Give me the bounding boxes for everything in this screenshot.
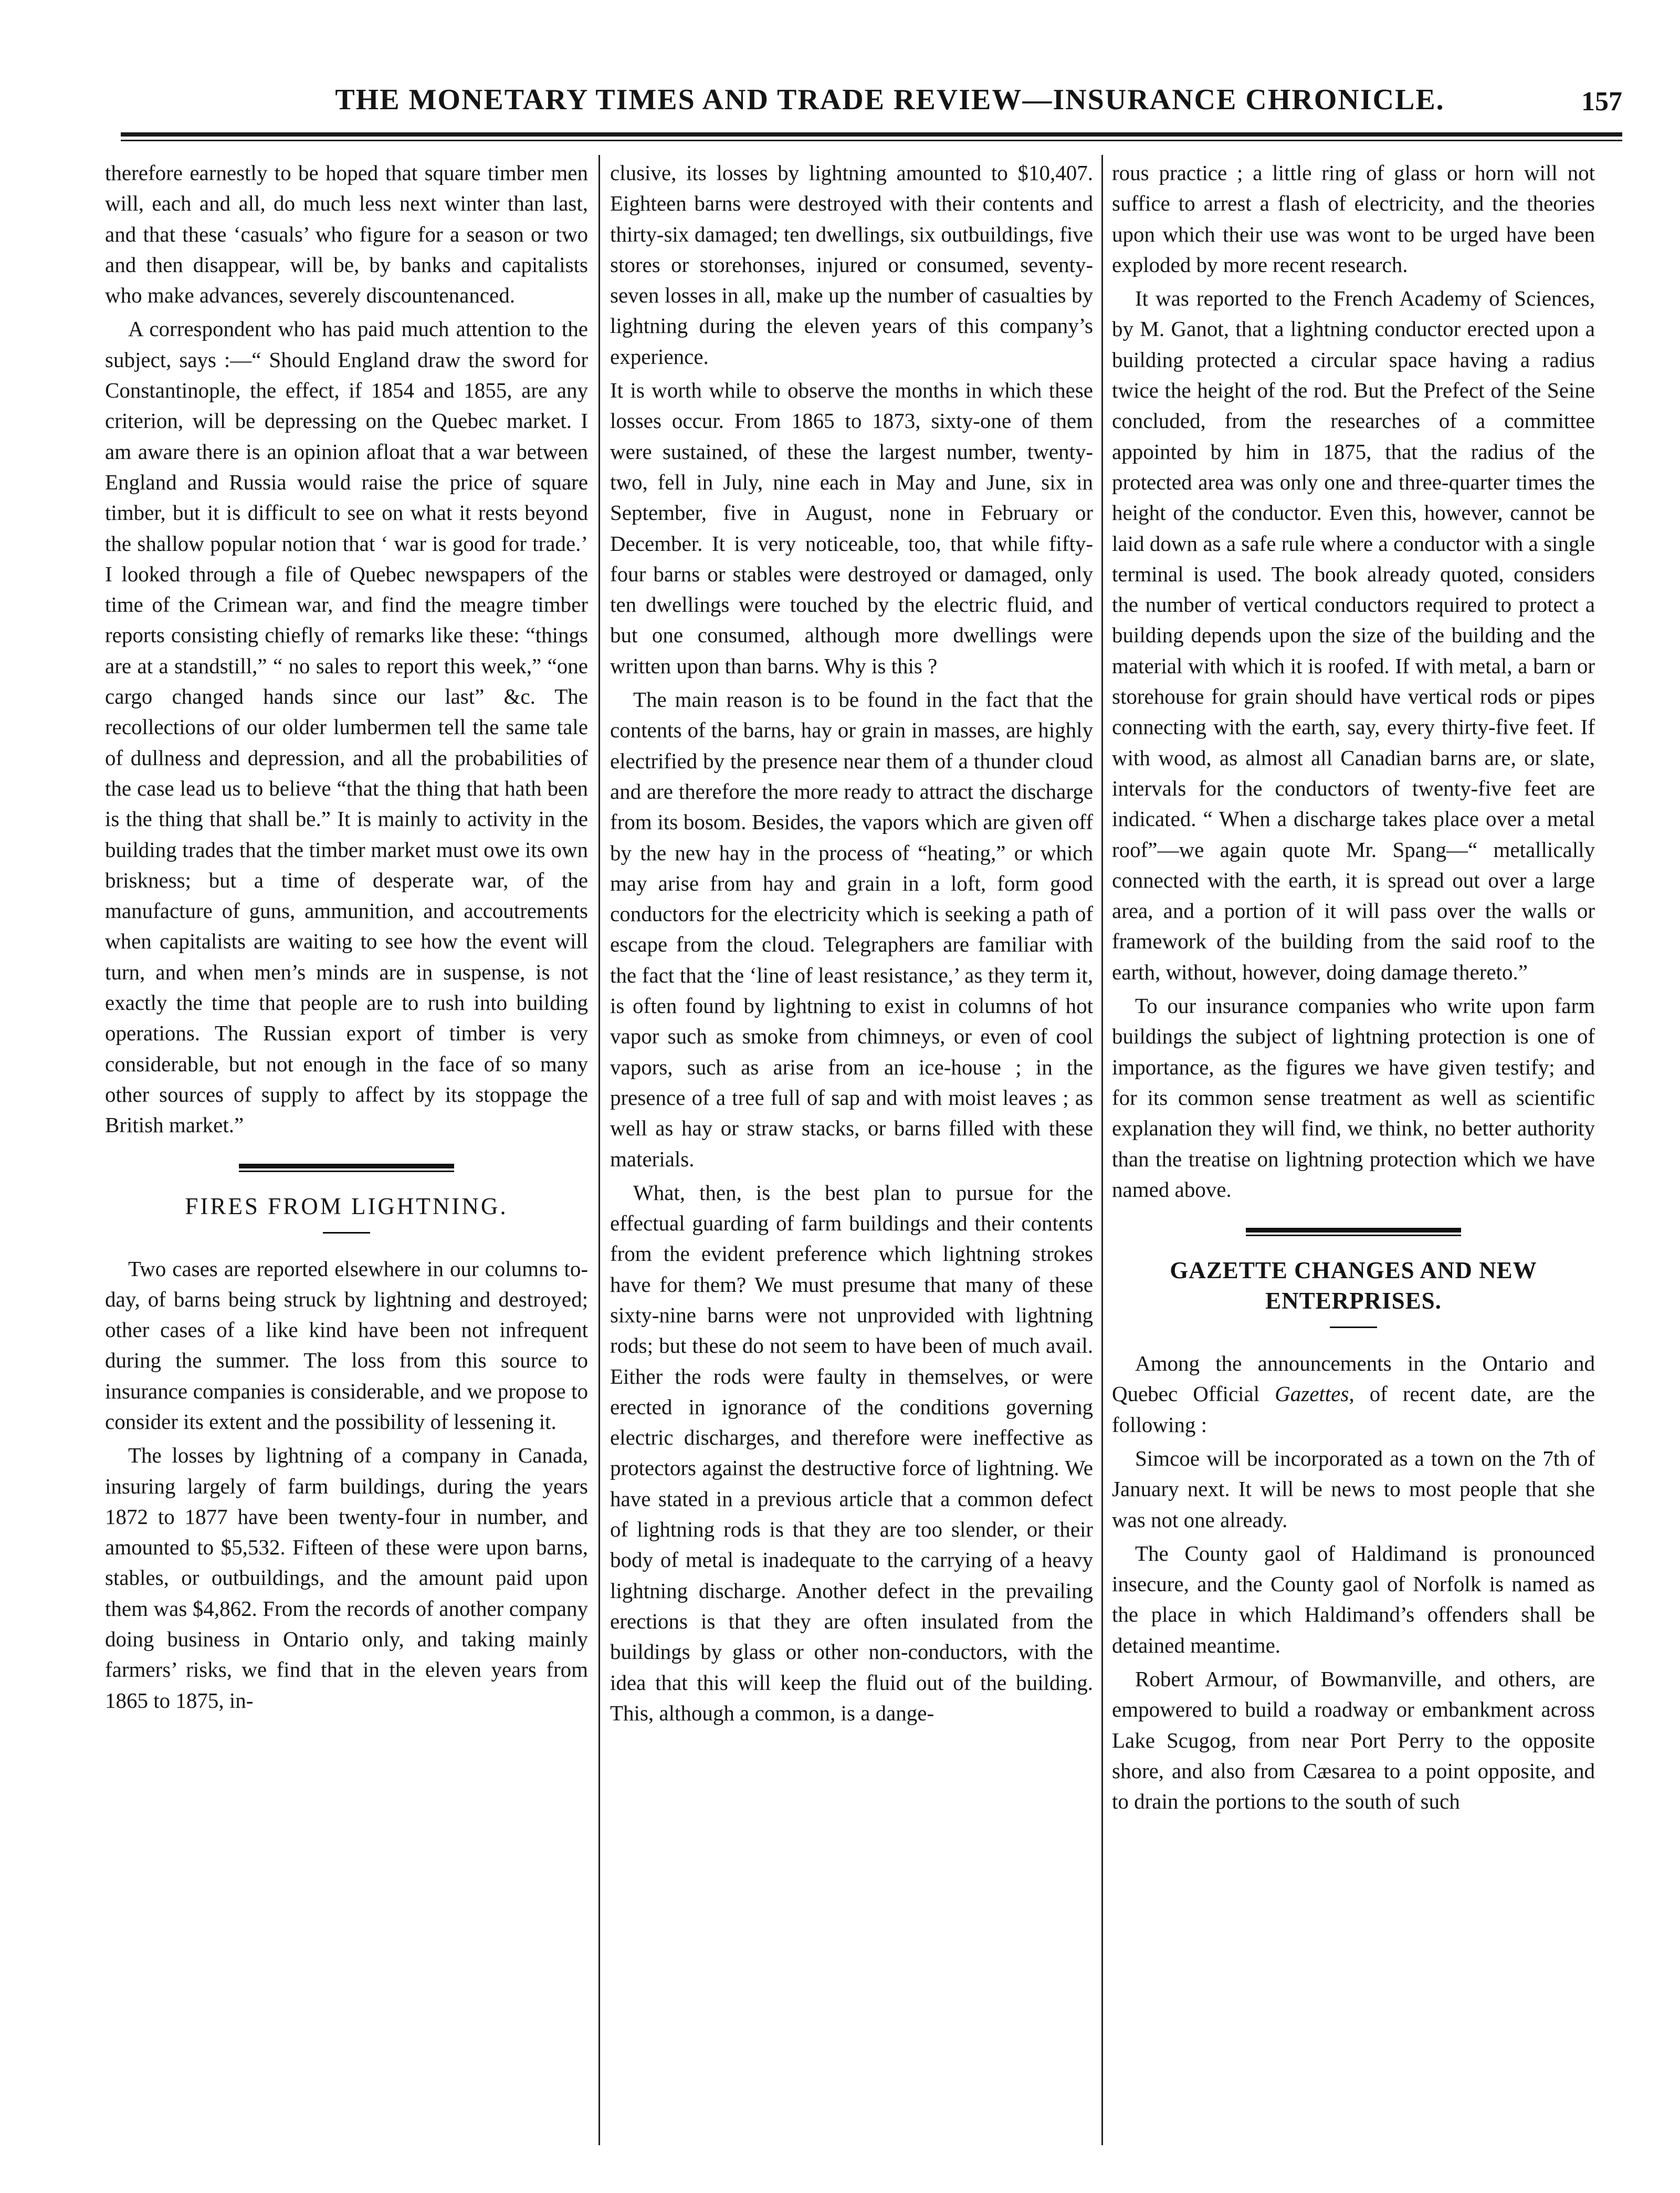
- text-run: Among the announcements in the Ontario and Quebec Official: [1112, 1351, 1595, 1406]
- paragraph: To our insurance companies who write upon farm buildings the subject of lightning protection is one of importance, as the figures we have given testify; and for its common sense treatment as well as scientific explanation they will find, we think, no better authority than the treatise on lightning protection which we have named above.: [1112, 994, 1595, 1202]
- column-right: [1112, 158, 1595, 1820]
- paragraph: [1112, 1348, 1595, 1440]
- paragraph: The main reason is to be found in the fact that the contents of the barns, hay or grain in masses, are highly electrified by the presence near them of a thunder cloud and are therefore the more ready to attract the discharge from its bosom. Besides, the vapors which are given off by the new hay in the process of “heating,” or which may arise from hay and grain in a loft, form good conductors for the electricity which is seeking a path of escape from the cloud. Telegraphers are familiar with the fact that the ‘line of least resistance,’ as they term it, is often found by lightning to exist in columns of hot vapor such as smoke from chimneys, or even of cool vapors, such as arise from an ice-house ; in the presence of a tree full of sap and with moist leaves ; as well as hay or straw stacks, or barns filled with these materials.: [610, 687, 1093, 1171]
- paragraph: The County gaol of Haldimand is pronounced insecure, and the County gaol of Norfolk is named as the place in which Haldimand’s offenders shall be detained meantime.: [1112, 1541, 1595, 1657]
- paragraph: Two cases are reported elsewhere in our columns to-day, of barns being struck by lightning and destroyed; other cases of a like kind have been not infrequent during the summer. The loss from this source to insurance companies is considerable, and we propose to consider its extent and the possibility of lessening it.: [105, 1256, 588, 1434]
- paragraph: The losses by lightning of a company in Canada, insuring largely of farm buildings, during the years 1872 to 1877 have been twenty-four in number, and amounted to $5,532. Fifteen of these were upon barns, stables, or outbuildings, and the amount paid upon them was $4,862. From the records of another company doing business in Ontario only, and taking mainly farmers’ risks, we find that in the eleven years from 1865 to 1875, in-: [105, 1443, 588, 1712]
- paragraph: A correspondent who has paid much attention to the subject, says :—“ Should England draw the sword for Constantinople, the effect, if 1854 and 1855, are any criterion, will be depressing on the Quebec market. I am aware there is an opinion afloat that a war between England and Russia would raise the price of square timber, but it is difficult to see on what it rests beyond the shallow popular notion that ‘ war is good for trade.’ I looked through a file of Quebec newspapers of the time of the Crimean war, and find the meagre timber reports consisting chiefly of remarks like these: “things are at a standstill,” “ no sales to report this week,” “one cargo changed hands since our last” &c. The recollections of our older lumbermen tell the same tale of dullness and depression, and all the probabilities of the case lead us to believe “that the thing that hath been is the thing that shall be.” It is mainly to activity in the building trades that the timber market must owe its own briskness; but a time of desperate war, of the manufacture of guns, ammunition, and accoutrements when capitalists are waiting to see how the event will turn, and when men’s minds are in suspense, is not exactly the time that people are to rush into building operations. The Russian export of timber is very considerable, but not enough in the face of so many other sources of supply to affect by its stoppage the British market.”: [105, 317, 588, 1137]
- italic-text: Gazettes,: [1275, 1382, 1354, 1406]
- paragraph: clusive, its losses by lightning amounted to $10,407. Eighteen barns were destroyed with their contents and thirty-six damaged; ten dwellings, six outbuildings, five stores or storehonses, injured or consumed, seventy-seven losses in all, make up the number of casualties by lightning during the eleven years of this company’s experience.: [610, 161, 1093, 369]
- header-rule-thin: [121, 140, 1622, 141]
- column-divider: [1101, 155, 1103, 2145]
- column-divider: [598, 155, 600, 2145]
- column-middle: [610, 158, 1093, 1731]
- text-run: of recent date, are the following :: [1112, 1382, 1595, 1437]
- header-rule-thick: [121, 132, 1622, 137]
- article-heading-gazette-changes: [1112, 1255, 1595, 1316]
- heading-line: GAZETTE CHANGES AND NEW: [1170, 1257, 1537, 1284]
- section-separator: [1112, 1228, 1595, 1236]
- paragraph: It was reported to the French Academy of Sciences, by M. Ganot, that a lightning conductor erected upon a building protected a circular space having a radius twice the height of the rod. But the Prefect of the Seine concluded, from the researches of a committee appointed by him in 1875, that the radius of the protected area was only one and three-quarter times the height of the conductor. Even this, however, cannot be laid down as a safe rule where a conductor with a single terminal is used. The book already quoted, considers the number of vertical conductors required to protect a building depends upon the size of the building and the material with which it is roofed. If with metal, a barn or storehouse for grain should have vertical rods or pipes connecting with the earth, say, every thirty-five feet. If with wood, as almost all Canadian barns are, or slate, intervals for the conductors of twenty-five feet are indicated. “ When a discharge takes place over a metal roof”—we again quote Mr. Spang—“ metallically connected with the earth, it is spread out over a large area, and a portion of it will pass over the walls or framework of the building from the said roof to the earth, without, however, doing damage thereto.”: [1112, 286, 1595, 984]
- paragraph: What, then, is the best plan to pursue for the effectual guarding of farm buildings and their contents from the evident preference which lightning strokes have for them? We must presume that many of these sixty-nine barns were not unprovided with lightning rods; but these do not seem to have been of much avail. Either the rods were faulty in themselves, or were erected in ignorance of the conditions governing electric discharges, and therefore were ineffective as protectors against the destructive force of lightning. We have stated in a previous article that a common defect of lightning rods is that they are too slender, or their body of metal is inadequate to the carrying of a heavy lightning discharge. Another defect in the prevailing erections is that they are often insulated from the buildings by glass or other non-conductors, with the idea that this will keep the fluid out of the building. This, although a common, is a dange-: [610, 1180, 1093, 1725]
- paragraph: It is worth while to observe the months in which these losses occur. From 1865 to 1873, sixty-one of them were sustained, of these the largest number, twenty-two, fell in July, nine each in May and June, six in September, five in August, none in February or December. It is very noticeable, too, that while fifty-four barns or stables were destroyed or damaged, only ten dwellings were touched by the electric fluid, and but one consumed, although more dwellings were written upon than barns. Why is this ?: [610, 378, 1093, 678]
- heading-line: ENTERPRISES.: [1265, 1288, 1442, 1314]
- paragraph: Simcoe will be incorporated as a town on the 7th of January next. It will be news to most people that she was not one already.: [1112, 1446, 1595, 1532]
- page-header: [121, 79, 1622, 131]
- paragraph: rous practice ; a little ring of glass or horn will not suffice to arrest a flash of electricity, and the theories upon which their use was wont to be urged have been exploded by more recent research.: [1112, 161, 1595, 277]
- paragraph: therefore earnestly to be hoped that square timber men will, each and all, do much less next winter than last, and that these ‘casuals’ who figure for a season or two and then disappear, will be, by banks and capitalists who make advances, severely discountenanced.: [105, 161, 588, 308]
- article-heading-fires-from-lightning: FIRES FROM LIGHTNING.: [185, 1193, 508, 1219]
- paragraph: Robert Armour, of Bowmanville, and others, are empowered to build a roadway or embankment across Lake Scugog, from near Port Perry to the opposite shore, and also from Cæsarea to a point opposite, and to drain the portions to the south of such: [1112, 1667, 1595, 1814]
- section-separator: [105, 1164, 588, 1172]
- running-head: THE MONETARY TIMES AND TRADE REVIEW—INSURANCE CHRONICLE.: [335, 83, 1445, 116]
- page-number: 157: [1581, 87, 1622, 117]
- column-left: [105, 158, 588, 1719]
- heading-rule: [1330, 1327, 1377, 1328]
- heading-rule: [323, 1232, 370, 1234]
